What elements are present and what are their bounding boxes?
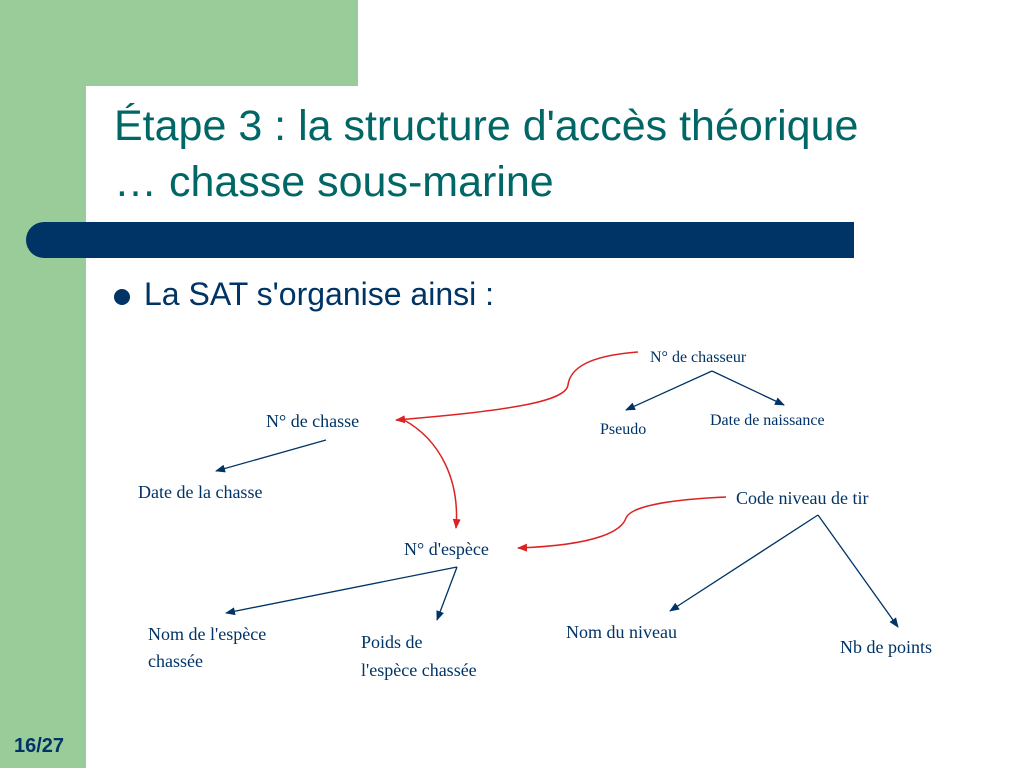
link-niveau-to-nomniveau [670,515,818,611]
link-niveau-to-points [818,515,898,627]
node-date-naissance: Date de naissance [710,412,825,429]
node-pseudo: Pseudo [600,421,647,438]
link-espece-to-nom [226,567,457,613]
slide-title-line1: Étape 3 : la structure d'accès théorique [114,102,859,150]
link-chasseur-to-naissance [712,371,784,405]
link-chasseur-to-pseudo [626,371,712,410]
node-nom-niveau: Nom du niveau [566,622,677,642]
page-number: 16/27 [14,735,65,757]
node-poids-line2: l'espèce chassée [361,660,477,680]
node-poids-line1: Poids de [361,632,423,652]
node-nb-points: Nb de points [840,637,932,657]
link-espece-to-poids [437,567,457,620]
node-nom-espece-line2: chassée [148,651,203,671]
node-chasseur: N° de chasseur [650,349,747,366]
link-chasseur-to-chasse [396,352,638,420]
node-chasse: N° de chasse [266,411,360,431]
node-date-chasse: Date de la chasse [138,482,263,502]
node-nom-espece-line1: Nom de l'espèce [148,624,267,644]
node-code-niveau: Code niveau de tir [736,488,869,508]
bullet-text: La SAT s'organise ainsi : [144,276,494,312]
link-niveau-to-espece [518,497,726,548]
node-espece: N° d'espèce [404,539,489,559]
slide-title-line2: … chasse sous-marine [114,158,554,206]
link-chasse-to-espece [404,420,457,528]
link-chasse-to-date [216,440,326,471]
